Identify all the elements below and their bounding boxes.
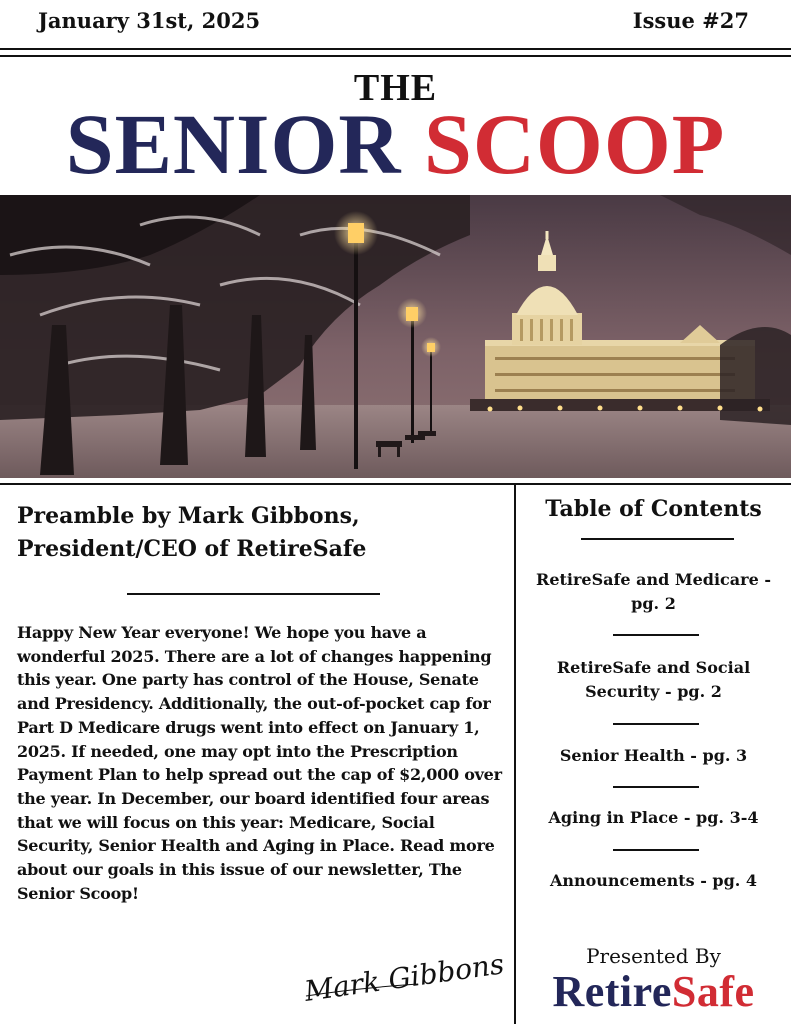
toc-item-aging-in-place[interactable] (516, 806, 791, 830)
presented-by: Presented By (586, 944, 721, 968)
toc-item-line1: RetireSafe and Social (556, 658, 751, 677)
toc-item-line1: Aging in Place - pg. 3-4 (548, 808, 759, 827)
logo-safe: Safe (671, 967, 755, 1016)
toc-item-announcements[interactable] (516, 869, 791, 893)
toc-title: Table of Contents (545, 496, 762, 522)
preamble-title-line2: President/CEO of RetireSafe (17, 536, 367, 562)
capitol-winter-photo (0, 195, 791, 478)
masthead-word-scoop: SCOOP (424, 96, 726, 192)
preamble-rule (127, 593, 380, 595)
preamble-title (17, 500, 497, 566)
issue-number: Issue #27 (632, 8, 749, 33)
toc-separator (613, 849, 699, 851)
header-rule-bottom (0, 55, 791, 57)
toc-separator (613, 786, 699, 788)
toc-item-line1: RetireSafe and Medicare - (536, 570, 771, 589)
masthead-word-senior: SENIOR (65, 96, 402, 192)
preamble-title-line1: Preamble by Mark Gibbons, (17, 503, 360, 529)
toc-item-line1: Senior Health - pg. 3 (559, 746, 748, 765)
preamble-body: Happy New Year everyone! We hope you have a wonderful 2025. There are a lot of changes happening this year. One party has control of the House, Senate and Presidency. Additionally, the out-of-pocket cap for Part D Medicare drugs went into effect on January 1, 2025. If needed, one may opt into the Prescription Payment Plan to help spread out the cap of $2,000 over the year. In December, our board identified four areas that we will focus on this year: Medicare, Social Security, Senior Health and Aging in Place. Read more about our goals in this issue of our newsletter, The Senior Scoop! (17, 623, 502, 903)
signature-text: Mark Gibbons (302, 947, 507, 1008)
toc-item-senior-health[interactable] (516, 744, 791, 768)
retiresafe-logo (516, 963, 791, 1021)
logo-retire: Retire (552, 967, 672, 1016)
section-rule (0, 483, 791, 485)
toc-item-social-security[interactable] (516, 656, 791, 704)
toc-title-rule (581, 538, 734, 540)
toc-item-line2: pg. 2 (631, 594, 676, 613)
toc-separator (613, 723, 699, 725)
signature-image (298, 930, 508, 1010)
toc-item-line2: Security - pg. 2 (585, 682, 722, 701)
masthead-the: THE (353, 67, 438, 109)
toc-separator (613, 634, 699, 636)
masthead-title (0, 96, 791, 192)
toc-item-medicare[interactable] (516, 568, 791, 616)
issue-date: January 31st, 2025 (38, 8, 261, 33)
header-rule-top (0, 48, 791, 50)
toc-item-line1: Announcements - pg. 4 (549, 871, 758, 890)
